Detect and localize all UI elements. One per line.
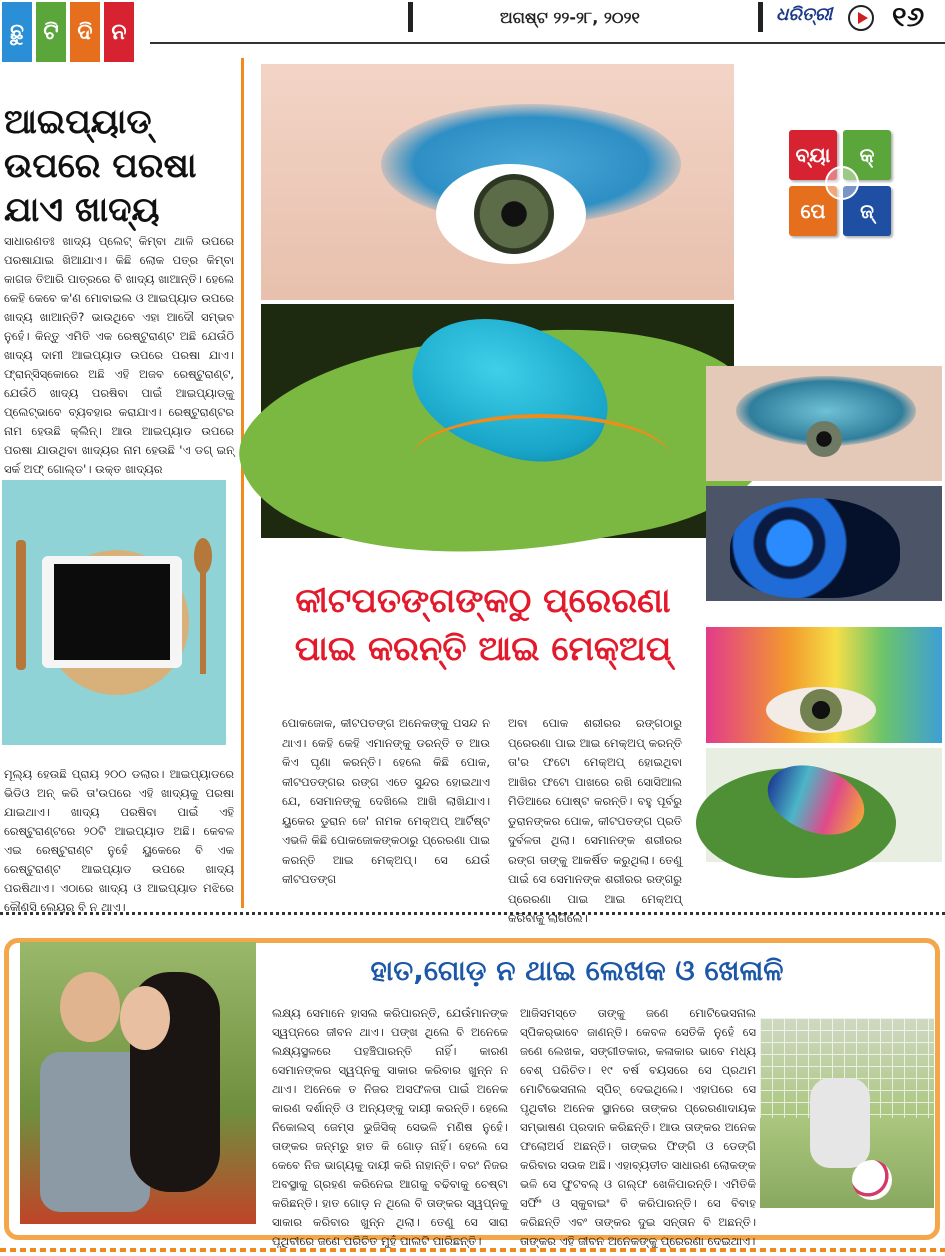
main-story-column-1: ପୋକଜୋକ, କୀଟପତଙ୍ଗ ଅନେକଙ୍କୁ ପସନ୍ଦ ନ ଥାଏ। କେହି କେହି ଏମାନଙ୍କୁ ଡରନ୍ତି ତ ଆଉ କିଏ ଘୃଣା କରନ୍ତି। ହେଲେ କିଛି ପୋକ, କୀଟପତଙ୍ଗର ରଙ୍ଗ ଏତେ ସୁନ୍ଦର ହୋଇଥାଏ ଯେ, ସେମାନଙ୍କୁ ଦେଖିଲେ ଆଖି ଲାଖିଯାଏ। ୟୁକେର ଡୁରାନ ଜେ' ନାମକ ମେକ୍‌ଅପ୍ ଆର୍ଟିଷ୍ଟ ଏଭଳି କିଛି ପୋକଜୋକଙ୍କଠାରୁ ପ୍ରେରଣା ପାଇ କରନ୍ତି ଆଇ ମେକ୍‌ଅପ୍। ସେ ଯେଉଁ କୀଟପତଙ୍ଗ	[282, 716, 490, 886]
header-divider	[408, 2, 413, 32]
bottom-story-headline: ହାତ,ଗୋଡ଼ ନ ଥାଇ ଲେଖକ ଓ ଖେଳାଳି	[370, 954, 784, 987]
blue-beetle-photo	[706, 486, 942, 601]
section-tile: ଦି	[70, 2, 100, 62]
blue-bug-photo	[261, 304, 734, 538]
back-page-logo	[789, 130, 893, 242]
issue-date: ଅଗଷ୍ଟ ୨୨-୨୮, ୨୦୨୧	[500, 8, 640, 27]
bottom-story-column-2: ଆଜିସମସ୍ତେ ତାଙ୍କୁ ଜଣେ ମୋଟିଭେସନାଲ ସ୍ପିକର୍‌ଭାବେ ଜାଣନ୍ତି। କେବଳ ସେତିକି ନୁହେଁ ସେ ଜଣେ ଲେଖକ, ସଙ୍ଗୀତକାର, କଳାକାର ଭାବେ ମଧ୍ୟ ବେଶ୍ ପରିଚିତ। ୧୯ ବର୍ଷ ବୟସରେ ସେ ପ୍ରଥମ ମୋଟିଭେସନାଲ ସ୍ପିଚ୍ ଦେଇଥିଲେ। ଏହାପରେ ସେ ପୃଥିବୀର ଅନେକ ସ୍ଥାନରେ ତାଙ୍କର ପ୍ରେରଣାଦାୟକ ସମ୍ଭାଷଣ ପ୍ରଦାନ କରିଛନ୍ତି। ଆଉ ତାଙ୍କର ଅନେକ ଫଲୋଅର୍ସ ଅଛନ୍ତି। ତାଙ୍କର ଫିଙ୍ଗି ଓ ଡେଙ୍ଗି କରିବାର ସଉକ ଅଛି। ଏହାବ୍ୟତୀତ ସାଧାରଣ ଲୋକଙ୍କ ଭଳି ସେ ଫୁଟବଲ୍ ଓ ଗଲ୍ଫ ଖେଳିପାରନ୍ତି। ଏମିତିକି ସର୍ଫିଂ ଓ ସ୍କୁବାଇଂ ବି କରିପାରନ୍ତି। ସେ ବିବାହ କରିଛନ୍ତି ଏବଂ ତାଙ୍କର ଦୁଇ ସନ୍ତାନ ବି ଅଛନ୍ତି। ତାଙ୍କର ଏହି ଜୀବନ ଅନେକଙ୍କୁ ପ୍ରେରଣା ଦେଇଥାଏ।	[520, 1006, 756, 1248]
play-icon	[848, 5, 874, 31]
section-tile: ଟି	[36, 2, 66, 62]
masthead	[0, 0, 945, 44]
ipad-shape	[42, 556, 182, 668]
section-tile: ଛୁ	[2, 2, 32, 62]
rainbow-beetle-photo	[706, 748, 942, 862]
spoon-icon	[194, 538, 212, 674]
column-divider	[241, 58, 244, 908]
main-story-headline: କୀଟପତଙ୍ଗଙ୍କଠୁ ପ୍ରେରଣା ପାଇ କରନ୍ତି ଆଇ ମେକ୍‌ଅପ୍	[294, 581, 672, 669]
left-story-body-bottom: ମୂଲ୍ୟ ହେଉଛି ପ୍ରାୟ ୨୦୦ ଡଲାର। ଆଇପ୍ୟାଡରେ ଭିଡିଓ ଅନ୍ କରି ତା'ଉପରେ ଏହି ଖାଦ୍ୟକୁ ପରଷା ଯାଇଥାଏ। ଖାଦ୍ୟ ପରଷିବା ପାଇଁ ଏହି ରେଷ୍ଟୁରାଣ୍ଟରେ ୨୦ଟି ଆଇପ୍ୟାଡ ଅଛି। କେବଳ ଏଇ ରେଷ୍ଟୁରାଣ୍ଟ ନୁହେଁ ୟୁକେରେ ବି ଏକ ରେଷ୍ଟୁରାଣ୍ଟ ଆଇପ୍ୟାଡ ଉପରେ ଖାଦ୍ୟ ପରଷିଥାଏ। ଏଠାରେ ଖାଦ୍ୟ ଓ ଆଇପ୍ୟାଡ ମଝିରେ କୌଣସି ଲେୟର୍ ବି ନ ଥାଏ।	[4, 767, 234, 914]
brand-logo: ଧରିତ୍ରୀ	[776, 4, 833, 25]
logo-tile: କ୍	[843, 130, 891, 180]
left-story-body-top: ସାଧାରଣତଃ ଖାଦ୍ୟ ପ୍ଲେଟ୍ କିମ୍ବା ଥାଳି ଉପରେ ପରଷାଯାଇ ଖିଆଯାଏ। କିଛି ଲୋକ ପତ୍ର କିମ୍ବା କାଗଜ ତିଆରି ପାତ୍ରରେ ବି ଖାଦ୍ୟ ଖାଆନ୍ତି। ହେଲେ କେହି କେବେ କ'ଣ ମୋବାଇଲ ଓ ଆଇପ୍ୟାଡ ଉପରେ ଖାଦ୍ୟ ଖାଆନ୍ତି? ଭାଉଥିବେ ଏହା ଆଦୌ ସମ୍ଭବ ନୁହେଁ। କିନ୍ତୁ ଏମିତି ଏକ ରେଷ୍ଟୁରାଣ୍ଟ ଅଛି ଯେଉଁଠି ଖାଦ୍ୟ ଦାମୀ ଆଇପ୍ୟାଡ ଉପରେ ପରଷା ଯାଏ। ଫ୍ରାନ୍ସିସ୍କୋରେ ଅଛି ଏହି ଅଜବ ରେଷ୍ଟୁରାଣ୍ଟ, ଯେଉଁଠି ଖାଦ୍ୟ ପରଷିବା ପାଇଁ ଆଇପ୍ୟାଡ୍‌କୁ ପ୍ଲେଟ୍‌ଭାବେ ବ୍ୟବହାର କରାଯାଏ। ରେଷ୍ଟୁରାଣ୍ଟର ନାମ ହେଉଛି କ୍ଲିନ୍। ଆଉ ଆଇପ୍ୟାଡ ଉପରେ ପରଷା ଯାଉଥିବା ଖାଦ୍ୟର ନାମ ହେଉଛି 'ଏ ଡଗ୍ ଇନ୍ ସର୍କ ଅଫ୍ ଗୋଲ୍ଡ'। ଉକ୍ତ ଖାଦ୍ୟର	[4, 234, 234, 476]
main-story-column-2: ଅବା ପୋକ ଶରୀରର ରଙ୍ଗଠାରୁ ପ୍ରେରଣା ପାଇ ଆଇ ମେକ୍‌ଅପ୍ କରନ୍ତି ତା'ର ଫଟୋ ମେକ୍‌ଅପ୍ ହୋଇଥିବା ଆଖିର ଫଟୋ ପାଖରେ ରଖି ସୋସିଆଲ ମିଡିଆରେ ପୋଷ୍ଟ କରନ୍ତି। ବହୁ ପୂର୍ବରୁ ଡୁରାନଙ୍କର ପୋକ, କୀଟପତଙ୍ଗ ପ୍ରତି ଦୁର୍ବଳତା ଥିଲା। ସେମାନଙ୍କ ଶରୀରର ରଙ୍ଗ ତାଙ୍କୁ ଆକର୍ଷିତ କରୁଥିଲା। ତେଣୁ ପାଇଁ ସେ ସେମାନଙ୍କ ଶରୀରର ରଙ୍ଗରୁ ପ୍ରେରଣା ପାଇ ଆଇ ମେକ୍‌ଅପ୍ କରିବାକୁ ଲାଗିଲେ।	[508, 716, 682, 925]
header-divider	[758, 2, 763, 32]
eye-makeup-photo-rainbow	[706, 627, 942, 743]
eye-makeup-photo-blue	[261, 64, 734, 300]
couple-photo	[20, 942, 256, 1224]
ipad-plate-photo	[2, 480, 226, 745]
logo-tile: ବ୍ୟା	[789, 130, 837, 180]
header-rule	[150, 42, 945, 44]
section-title-tiles	[2, 2, 134, 62]
logo-tile: ଜ୍	[843, 186, 891, 236]
magnifier-ring-icon	[825, 166, 859, 200]
logo-tile: ପେ	[789, 186, 837, 236]
bottom-story-column-1: ଲକ୍ଷ୍ୟ ସେମାନେ ହାସଲ କରିପାରନ୍ତି, ଯେଉଁମାନଙ୍କ ସ୍ୱପ୍ନରେ ଜୀବନ ଥାଏ। ପଙ୍ଖ ଥିଲେ ବି ଅନେକେ ଲକ୍ଷ୍ୟସ୍ଥଳରେ ପହଞ୍ଚିପାରନ୍ତି ନାହିଁ। କାରଣ ସେମାନଙ୍କର ସ୍ୱପ୍ନକୁ ସାକାର କରିବାର ଖୁନ୍ନ ନ ଥାଏ। ଅନେକେ ତ ନିଜର ଅସଫଳତା ପାଇଁ ଅନେକ କାରଣ ଦର୍ଶାନ୍ତି ଓ ଅନ୍ୟଙ୍କୁ ଦାୟୀ କରନ୍ତି। ହେଲେ ନିକୋଲସ୍ ଜେମ୍ସ ଭୁଜିସିକ୍ ସେଭଳି ମଣିଷ ନୁହେଁ। ତାଙ୍କର ଜନ୍ମରୁ ହାତ କି ଗୋଡ଼ ନାହିଁ। ହେଲେ ସେ କେବେ ନିଜ ଭାଗ୍ୟକୁ ଦାୟୀ କରି ନାହାନ୍ତି। ବରଂ ନିଜର ଅବସ୍ଥାକୁ ଗ୍ରହଣ କରିନେଇ ଆଗକୁ ବଢିବାକୁ ଚେଷ୍ଟା କରିଛନ୍ତି। ହାତ ଗୋଡ଼ ନ ଥିଲେ ବି ତାଙ୍କର ସ୍ୱପ୍ନକୁ ସାକାର କରିବାର ଖୁନ୍ନ ଥିଲା। ତେଣୁ ସେ ସାରା ପୃଥିବୀରେ ଜଣେ ପରିଚିତ ମୁହଁ ପାଲଟି ପାରିଛନ୍ତି।	[272, 1006, 508, 1248]
page-number: ୧୬	[892, 0, 925, 33]
fork-icon	[16, 540, 26, 670]
soccer-photo	[760, 1018, 934, 1208]
page-bottom-rule	[0, 1248, 945, 1252]
section-tile: ନ	[104, 2, 134, 62]
section-divider	[0, 912, 945, 915]
left-story-headline: ଆଇପ୍ୟାଡ୍ ଉପରେ ପରଷା ଯାଏ ଖାଦ୍ୟ	[4, 102, 197, 231]
eye-makeup-photo-teal	[706, 366, 942, 481]
